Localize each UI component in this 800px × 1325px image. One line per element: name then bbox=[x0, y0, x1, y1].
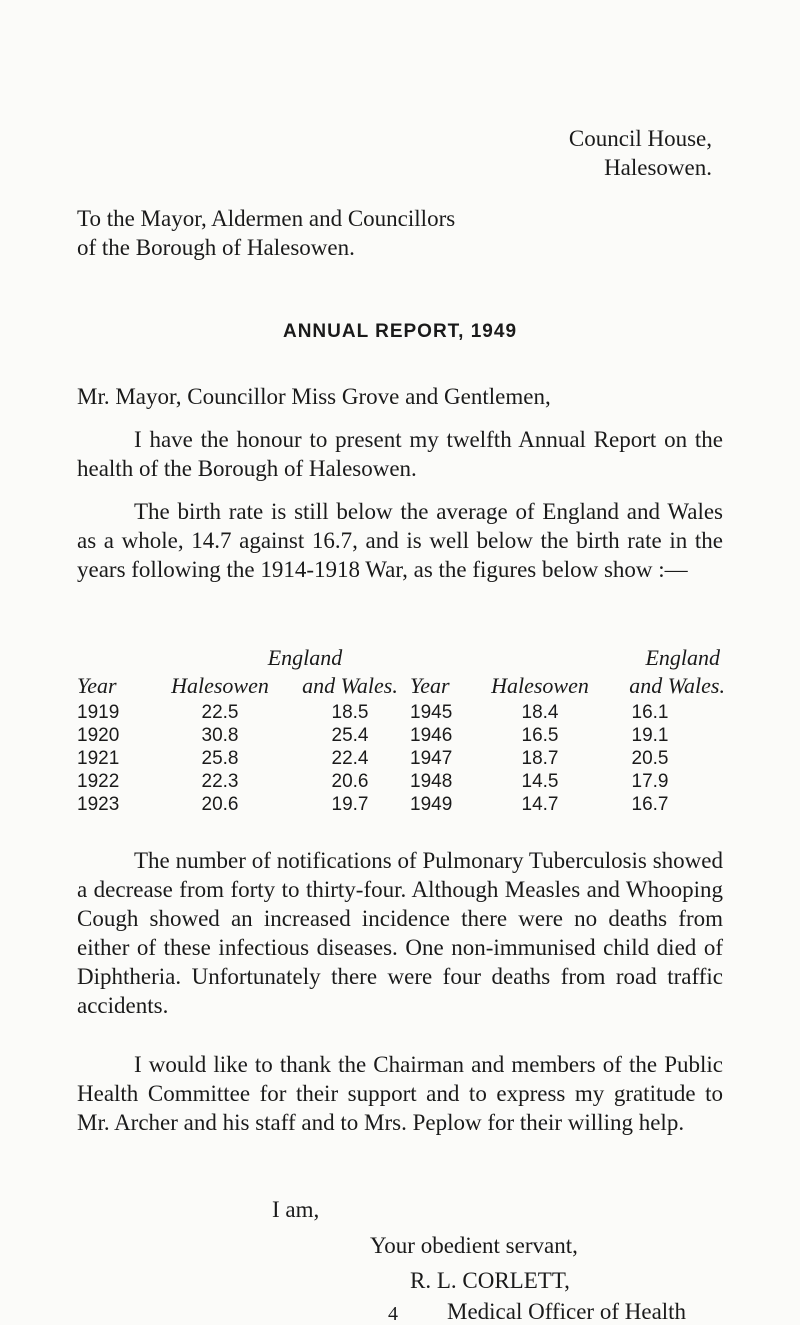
paragraph-4: I would like to thank the Chairman and members of the Public Health Committee for their support and to express my gratitude to Mr. Archer and his staff and to Mrs. Peplow for their willing help. bbox=[77, 1052, 723, 1135]
paragraph-1: I have the honour to present my twelfth Annual Report on the health of the Borough of Halesowen. bbox=[77, 427, 723, 481]
row-3-year-left: 1921 bbox=[77, 748, 120, 769]
page-number: 4 bbox=[388, 1303, 398, 1325]
header-england-right-1: England bbox=[645, 645, 720, 670]
row-4-england-right: 17.9 bbox=[631, 771, 669, 792]
row-4-halesowen-left: 22.3 bbox=[201, 771, 239, 792]
row-3-england-left: 22.4 bbox=[331, 748, 369, 769]
addressee-line-2: of the Borough of Halesowen. bbox=[77, 235, 355, 260]
report-heading: ANNUAL REPORT, 1949 bbox=[282, 321, 518, 342]
header-england-left-2: and Wales. bbox=[302, 673, 398, 698]
header-year-left: Year bbox=[77, 673, 117, 698]
row-3-england-right: 20.5 bbox=[631, 748, 669, 769]
row-2-england-left: 25.4 bbox=[331, 725, 369, 746]
row-2-halesowen-left: 30.8 bbox=[201, 725, 239, 746]
row-2-year-left: 1920 bbox=[77, 725, 120, 746]
row-2-halesowen-right: 16.5 bbox=[521, 725, 559, 746]
row-5-year-right: 1949 bbox=[410, 794, 453, 815]
paragraph-2: The birth rate is still below the average of England and Wales as a whole, 14.7 against 16.7, and is well below the birth rate in the years following the 1914-1918 War, as the figures below show :— bbox=[77, 499, 723, 582]
row-4-england-left: 20.6 bbox=[331, 771, 369, 792]
signatory-title: Medical Officer of Health bbox=[447, 1299, 687, 1324]
row-4-year-right: 1948 bbox=[410, 771, 453, 792]
row-1-year-left: 1919 bbox=[77, 702, 120, 723]
row-5-halesowen-left: 20.6 bbox=[201, 794, 239, 815]
row-4-halesowen-right: 14.5 bbox=[521, 771, 559, 792]
row-3-year-right: 1947 bbox=[410, 748, 453, 769]
row-1-halesowen-right: 18.4 bbox=[521, 702, 559, 723]
row-5-england-left: 19.7 bbox=[331, 794, 369, 815]
header-england-left-1: England bbox=[267, 645, 343, 670]
paragraph-3: The number of notifications of Pulmonary Tuberculosis showed a decrease from forty to thirty-four. Although Measles and Whooping Cough showed an increased incidence there were no deaths from either of these infectious diseases. One non-immunised child died of Diphtheria. Unfortunately there were four deaths from road traffic accidents. bbox=[77, 848, 723, 1018]
closing-servant: Your obedient servant, bbox=[370, 1233, 578, 1258]
row-1-england-left: 18.5 bbox=[331, 702, 369, 723]
header-halesowen-right: Halesowen bbox=[491, 673, 589, 698]
row-5-england-right: 16.7 bbox=[631, 794, 669, 815]
row-1-year-right: 1945 bbox=[410, 702, 453, 723]
header-year-right: Year bbox=[410, 673, 450, 698]
row-3-halesowen-right: 18.7 bbox=[521, 748, 559, 769]
row-4-year-left: 1922 bbox=[77, 771, 120, 792]
row-2-year-right: 1946 bbox=[410, 725, 453, 746]
header-halesowen-left: Halesowen bbox=[171, 673, 269, 698]
header-england-right-2: and Wales. bbox=[629, 673, 725, 698]
row-1-england-right: 16.1 bbox=[631, 702, 669, 723]
row-1-halesowen-left: 22.5 bbox=[201, 702, 239, 723]
row-2-england-right: 19.1 bbox=[631, 725, 669, 746]
row-5-halesowen-right: 14.7 bbox=[521, 794, 559, 815]
closing-i-am: I am, bbox=[272, 1197, 320, 1222]
address-line-2: Halesowen. bbox=[604, 155, 712, 180]
row-5-year-left: 1923 bbox=[77, 794, 120, 815]
address-line-1: Council House, bbox=[568, 126, 712, 151]
salutation: Mr. Mayor, Councillor Miss Grove and Gentlemen, bbox=[77, 384, 551, 409]
row-3-halesowen-left: 25.8 bbox=[201, 748, 239, 769]
signatory-name: R. L. CORLETT, bbox=[410, 1268, 570, 1293]
addressee-line-1: To the Mayor, Aldermen and Councillors bbox=[77, 206, 456, 231]
